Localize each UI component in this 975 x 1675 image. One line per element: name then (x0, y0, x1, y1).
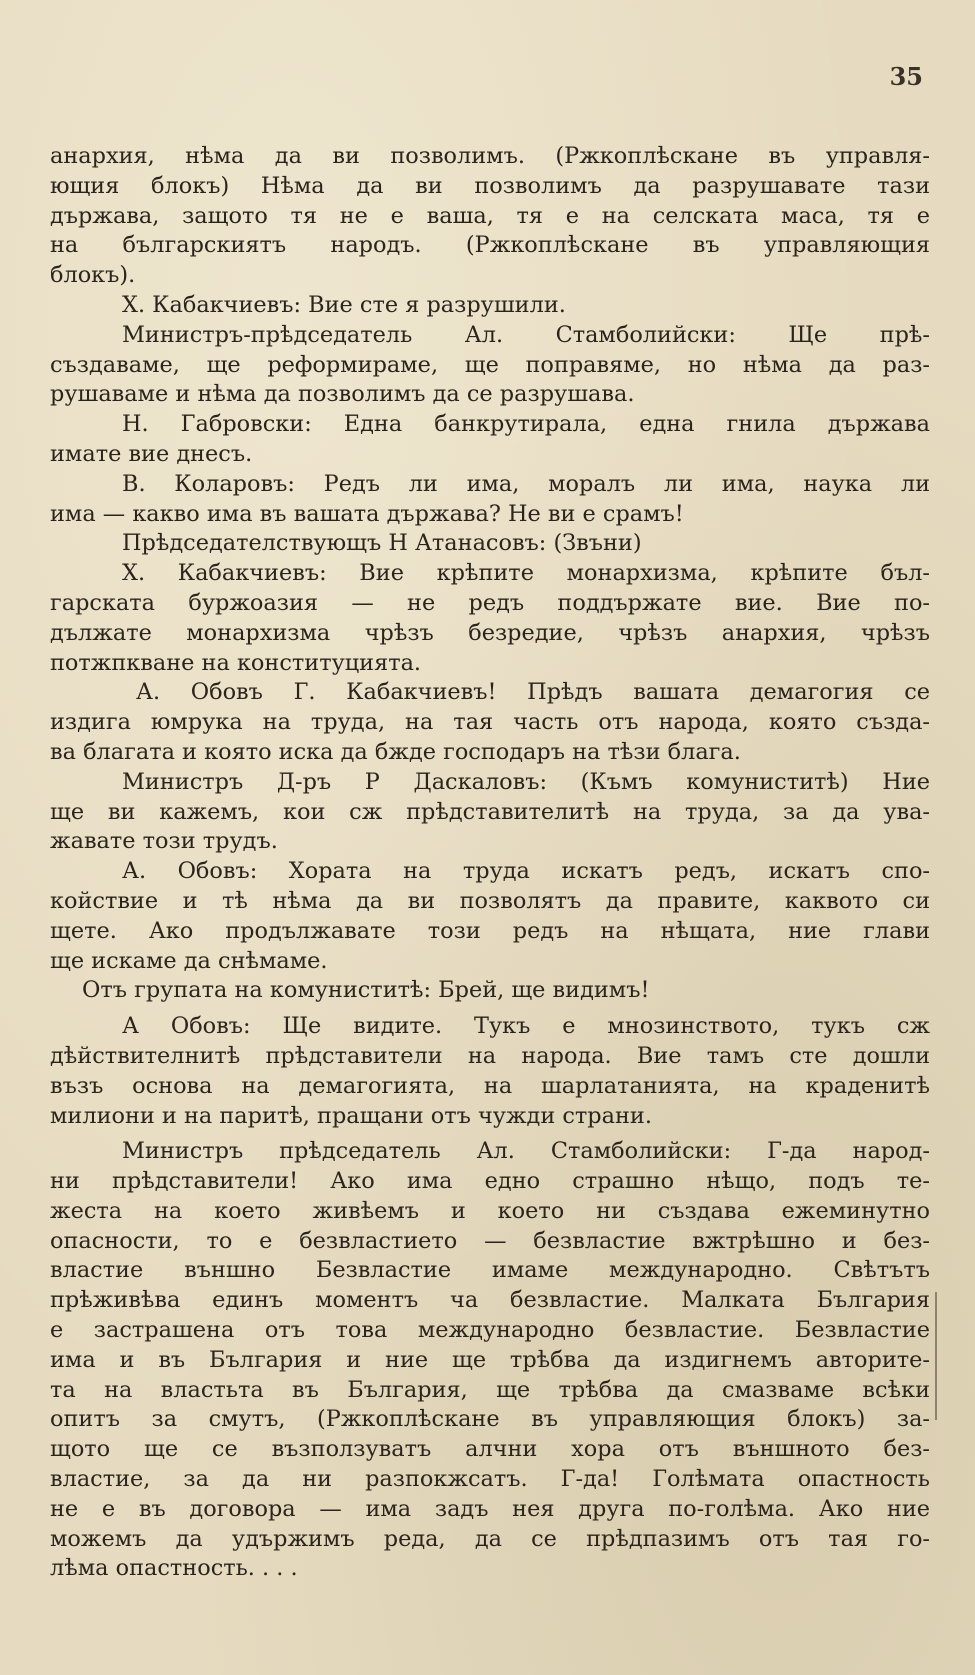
text-line: А. Обовъ: Хората на труда искатъ редъ, искатъ спо- (122, 858, 930, 885)
text-line: Министръ-прѣдседатель Ал. Стамболийски: Ще прѣ- (122, 321, 930, 348)
text-line: Прѣдседателствующъ Н Атанасовъ: (Звъни) (122, 530, 642, 557)
text-line: Х. Кабакчиевъ: Вие крѣпите монархизма, крѣпите бъл- (122, 560, 930, 587)
text-line: гарската буржоазия — не редъ поддържате вие. Вие по- (50, 589, 930, 616)
text-line: издига юмрука на труда, на тая часть отъ народа, която създа- (50, 709, 930, 736)
text-line: имате вие днесъ. (50, 440, 253, 467)
text-line: ва благата и която иска да бжде господаръ на тѣзи блага. (50, 738, 741, 765)
text-line: на българскиятъ народъ. (Ржкоплѣскане въ управляющия (50, 232, 930, 259)
text-line: щете. Ако продължавате този редъ на нѣщата, ние глави (50, 917, 930, 944)
text-line: Н. Габровски: Една банкрутирала, една гнила държава (122, 411, 930, 438)
paragraph (50, 1012, 930, 1131)
text-line: властие, за да ни разпокжсатъ. Г-да! Голѣмата опастность (50, 1466, 930, 1493)
text-line: има и въ България и ние ще трѣбва да издигнемъ авторите- (50, 1346, 930, 1373)
text-line: възъ основа на демагогията, на шарлатанията, на краденитѣ (50, 1072, 930, 1099)
paragraph (50, 857, 930, 976)
text-line: жеста на което живѣемъ и което ни създава ежеминутно (50, 1197, 930, 1224)
paragraph (50, 291, 930, 321)
paragraph (50, 410, 930, 470)
paragraph (50, 321, 930, 410)
paragraph (50, 976, 930, 1006)
paragraph (50, 1137, 930, 1584)
text-line: жавате този трудъ. (50, 828, 278, 855)
text-line: Министръ Д-ръ Р Даскаловъ: (Къмъ комуниститѣ) Ние (122, 768, 930, 795)
text-line: държава, защото тя не е ваша, тя е на селската маса, тя е (50, 202, 930, 229)
paragraph (50, 529, 930, 559)
text-line: рушаваме и нѣма да позволимъ да се разрушава. (50, 381, 635, 408)
paragraph (50, 470, 930, 530)
text-line: В. Коларовъ: Редъ ли има, моралъ ли има, наука ли (122, 470, 930, 497)
text-line: властие външно Безвластие имаме международно. Свѣтътъ (50, 1257, 930, 1284)
text-line: А Обовъ: Ще видите. Тукъ е мнозинството, тукъ сж (122, 1013, 930, 1040)
paragraph (50, 559, 930, 678)
text-line: е застрашена отъ това международно безвластие. Безвластие (50, 1317, 930, 1344)
page-number: 35 (889, 62, 923, 91)
text-line: има — какво има въ вашата държава? Не ви е срамъ! (50, 500, 684, 527)
document-body (50, 142, 930, 1584)
text-line: Отъ групата на комуниститѣ: Брей, ще видимъ! (82, 977, 650, 1004)
text-line: анархия, нѣма да ви позволимъ. (Ржкоплѣскане въ управля- (50, 143, 930, 169)
text-line: та на властьта въ България, ще трѣбва да смазваме всѣки (50, 1376, 930, 1403)
text-line: ющия блокъ) Нѣма да ви позволимъ да разрушавате тази (50, 172, 930, 199)
text-line: блокъ). (50, 262, 136, 289)
text-line: дѣйствителнитѣ прѣдставители на народа. Вие тамъ сте дошли (50, 1042, 930, 1069)
text-line: създаваме, ще реформираме, ще поправяме, но нѣма да раз- (50, 351, 930, 378)
text-line: лѣма опастность. . . . (50, 1555, 298, 1582)
text-line: щото ще се възползуватъ алчни хора отъ външното без- (50, 1436, 930, 1463)
text-line: Х. Кабакчиевъ: Вие сте я разрушили. (122, 291, 566, 318)
text-line: опасности, то е безвластието — безвластие вжтрѣшно и без- (50, 1227, 930, 1254)
text-line: опитъ за смутъ, (Ржкоплѣскане въ управляющия блокъ) за- (50, 1406, 930, 1433)
paragraph (50, 142, 930, 291)
text-line: потжпкване на конституцията. (50, 649, 422, 676)
margin-mark (935, 1292, 937, 1420)
text-line: прѣживѣва единъ моментъ ча безвластие. Малката България (50, 1287, 930, 1314)
text-line: дължате монархизма чрѣзъ безредие, чрѣзъ анархия, чрѣзъ (50, 619, 930, 646)
paragraph (50, 678, 930, 767)
text-line: койствие и тѣ нѣма да ви позволятъ да правите, каквото си (50, 887, 930, 914)
text-line: милиони и на паритѣ, пращани отъ чужди страни. (50, 1102, 652, 1129)
text-line: А. Обовъ Г. Кабакчиевъ! Прѣдъ вашата демагогия се (136, 679, 930, 706)
text-line: ще искаме да снѣмаме. (50, 947, 328, 974)
text-line: ни прѣдставители! Ако има едно страшно нѣщо, подъ те- (50, 1168, 930, 1195)
paragraph (50, 768, 930, 857)
text-line: Министръ прѣдседатель Ал. Стамболийски: Г-да народ- (122, 1138, 930, 1165)
text-line: не е въ договора — има задъ нея друга по-голѣма. Ако ние (50, 1495, 930, 1522)
text-line: ще ви кажемъ, кои сж прѣдставителитѣ на труда, за да ува- (50, 798, 930, 825)
text-line: можемъ да удържимъ реда, да се прѣдпазимъ отъ тая го- (50, 1525, 930, 1552)
